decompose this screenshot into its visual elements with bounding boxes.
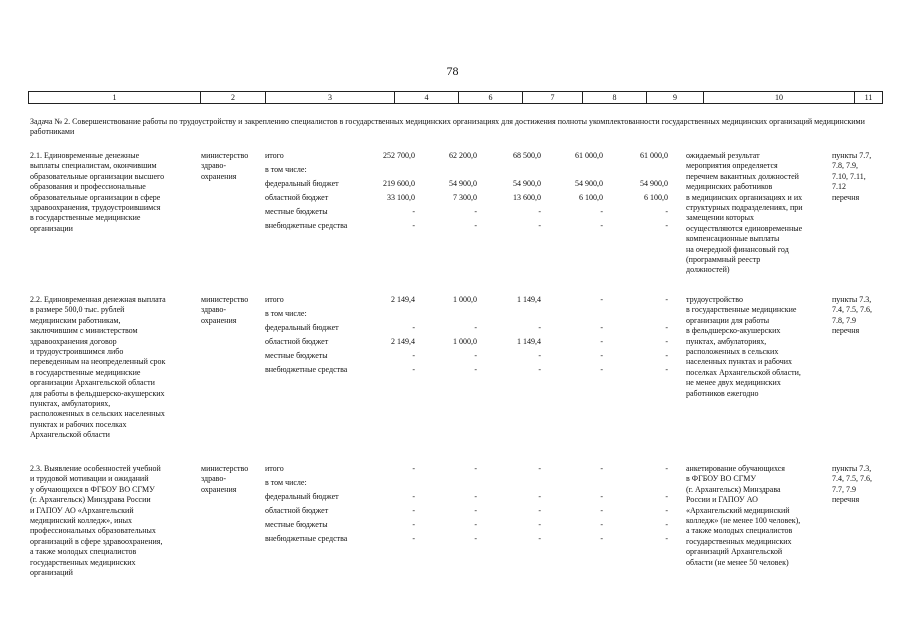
funding-value: 68 500,0 [513, 151, 541, 160]
funding-value: - [600, 221, 603, 230]
funding-value: - [665, 351, 668, 360]
funding-value: 33 100,0 [387, 193, 415, 202]
funding-source-label: федеральный бюджет [265, 323, 339, 332]
col-header-6: 6 [459, 92, 523, 103]
funding-value: - [412, 365, 415, 374]
col-header-9: 9 [647, 92, 704, 103]
funding-value: - [474, 520, 477, 529]
funding-source-label: областной бюджет [265, 193, 329, 202]
funding-value: - [474, 464, 477, 473]
funding-value: - [665, 506, 668, 515]
funding-value: - [412, 520, 415, 529]
funding-value: 1 149,4 [517, 295, 541, 304]
funding-value: - [474, 221, 477, 230]
funding-value: 6 100,0 [644, 193, 668, 202]
funding-value: - [600, 365, 603, 374]
funding-source-label: в том числе: [265, 309, 307, 318]
funding-value: - [538, 365, 541, 374]
funding-value: - [538, 506, 541, 515]
funding-value: - [412, 464, 415, 473]
funding-value: - [665, 365, 668, 374]
funding-value: 2 149,4 [391, 337, 415, 346]
funding-value: - [474, 534, 477, 543]
funding-source-label: областной бюджет [265, 506, 329, 515]
plan-references: пункты 7.7, 7.8, 7.9, 7.10, 7.11, 7.12 перечня [832, 151, 872, 202]
funding-value: 7 300,0 [453, 193, 477, 202]
page-number: 78 [446, 64, 459, 78]
funding-value: 219 600,0 [383, 179, 415, 188]
funding-source-label: местные бюджеты [265, 207, 328, 216]
expected-result: анкетирование обучающихся в ФГБОУ ВО СГМУ (г. Архангельск) Минздрава России и ГАПОУ АО «Архангельский медицинский колледж» (не менее 100 человек), а также молодых специалистов государственных медицинских организаций Архангельской области (не менее 50 человек) [686, 464, 801, 567]
funding-value: - [412, 323, 415, 332]
funding-value: 13 600,0 [513, 193, 541, 202]
col-header-2: 2 [201, 92, 266, 103]
funding-value: 61 000,0 [575, 151, 603, 160]
funding-value: - [474, 365, 477, 374]
funding-value: - [665, 337, 668, 346]
funding-value: - [538, 207, 541, 216]
funding-value: - [412, 506, 415, 515]
col-header-1: 1 [29, 92, 201, 103]
funding-source-label: итого [265, 464, 284, 473]
col-header-7: 7 [523, 92, 583, 103]
funding-source-label: в том числе: [265, 478, 307, 487]
funding-value: 54 900,0 [449, 179, 477, 188]
funding-value: - [665, 295, 668, 304]
funding-value: - [474, 351, 477, 360]
funding-source-label: федеральный бюджет [265, 179, 339, 188]
expected-result: ожидаемый результат мероприятия определяется перечнем вакантных должностей медицинских работников в медицинских организациях и их структурных подразделениях, при замещении которых осуществляются единовременные компенсационные выплаты на очередной финансовый год (программный реестр должностей) [686, 151, 803, 275]
funding-value: - [412, 221, 415, 230]
funding-value: - [474, 207, 477, 216]
expected-result: трудоустройство в государственные медицинские организации для работы в фельдшерско-акушерских пунктах, амбулаториях, расположенных в сельских населенных пунктах и рабочих поселках Архангельской области, не менее двух медицинских работников ежегодно [686, 295, 801, 398]
col-header-3: 3 [266, 92, 395, 103]
funding-value: - [538, 464, 541, 473]
funding-value: 62 200,0 [449, 151, 477, 160]
funding-value: - [600, 337, 603, 346]
funding-source-label: федеральный бюджет [265, 492, 339, 501]
funding-value: - [665, 207, 668, 216]
task-title: Задача № 2. Совершенствование работы по трудоустройству и закреплению специалистов в государственных медицинских организациях для достижения полноты укомплектованности государственных медицинских организаций медицинскими работниками [30, 117, 865, 136]
funding-value: 252 700,0 [383, 151, 415, 160]
funding-value: 1 149,4 [517, 337, 541, 346]
measure-name: 2.1. Единовременные денежные выплаты специалистам, окончившим образовательные организации высшего образования и профессиональные образовательные организации в сфере здравоохранения, трудоустроившимся в государственные медицинские организации [30, 151, 165, 233]
funding-value: - [474, 323, 477, 332]
funding-source-label: внебюджетные средства [265, 365, 348, 374]
col-header-8: 8 [583, 92, 647, 103]
funding-source-label: итого [265, 295, 284, 304]
funding-value: - [538, 221, 541, 230]
funding-value: - [538, 351, 541, 360]
funding-value: - [538, 323, 541, 332]
funding-value: 2 149,4 [391, 295, 415, 304]
funding-source-label: областной бюджет [265, 337, 329, 346]
measure-name: 2.3. Выявление особенностей учебной и трудовой мотивации и ожиданий у обучающихся в ФГБОУ ВО СГМУ (г. Архангельск) Минздрава России и ГАПОУ АО «Архангельский медицинский колледж», иных профессиональных образовательных организаций в сфере здравоохранения, а также молодых специалистов государственных медицинских организаций [30, 464, 163, 578]
funding-value: - [600, 295, 603, 304]
funding-value: - [474, 492, 477, 501]
funding-source-label: местные бюджеты [265, 520, 328, 529]
col-header-4: 4 [395, 92, 459, 103]
funding-value: - [665, 221, 668, 230]
funding-value: - [665, 323, 668, 332]
funding-value: - [600, 323, 603, 332]
plan-references: пункты 7.3, 7.4, 7.5, 7.6, 7.8, 7.9 перечня [832, 295, 872, 336]
funding-value: - [665, 492, 668, 501]
funding-value: - [412, 207, 415, 216]
col-header-10: 10 [704, 92, 855, 103]
funding-value: - [412, 492, 415, 501]
funding-value: - [538, 492, 541, 501]
col-header-11: 11 [864, 93, 873, 102]
funding-value: 1 000,0 [453, 295, 477, 304]
executor: министерство здраво- охранения [201, 151, 249, 181]
funding-value: - [600, 464, 603, 473]
funding-value: - [538, 534, 541, 543]
funding-value: - [665, 520, 668, 529]
funding-value: - [600, 534, 603, 543]
funding-value: - [665, 464, 668, 473]
plan-references: пункты 7.3, 7.4, 7.5, 7.6, 7.7, 7.9 перечня [832, 464, 872, 505]
funding-value: - [412, 534, 415, 543]
column-header-row [28, 91, 883, 104]
funding-source-label: итого [265, 151, 284, 160]
executor: министерство здраво- охранения [201, 464, 249, 494]
funding-value: - [600, 492, 603, 501]
funding-value: - [665, 534, 668, 543]
measure-name: 2.2. Единовременная денежная выплата в размере 500,0 тыс. рублей медицинским работникам, заключившим с министерством здравоохранения договор и трудоустроившимся либо переведенным на неопределенный срок в государственные медицинские организации Архангельской области для работы в фельдшерско-акушерских пунктах, амбулаториях, расположенных в сельских населенных пунктах и рабочих поселках Архангельской области [30, 295, 166, 440]
funding-value: 54 900,0 [513, 179, 541, 188]
funding-value: - [600, 351, 603, 360]
funding-value: - [600, 207, 603, 216]
executor: министерство здраво- охранения [201, 295, 249, 325]
funding-value: - [474, 506, 477, 515]
funding-source-label: в том числе: [265, 165, 307, 174]
funding-value: - [538, 520, 541, 529]
funding-value: - [412, 351, 415, 360]
funding-value: 54 900,0 [575, 179, 603, 188]
funding-value: 1 000,0 [453, 337, 477, 346]
funding-value: 61 000,0 [640, 151, 668, 160]
funding-value: 54 900,0 [640, 179, 668, 188]
funding-source-label: внебюджетные средства [265, 534, 348, 543]
funding-value: 6 100,0 [579, 193, 603, 202]
funding-source-label: внебюджетные средства [265, 221, 348, 230]
funding-value: - [600, 520, 603, 529]
funding-value: - [600, 506, 603, 515]
funding-source-label: местные бюджеты [265, 351, 328, 360]
